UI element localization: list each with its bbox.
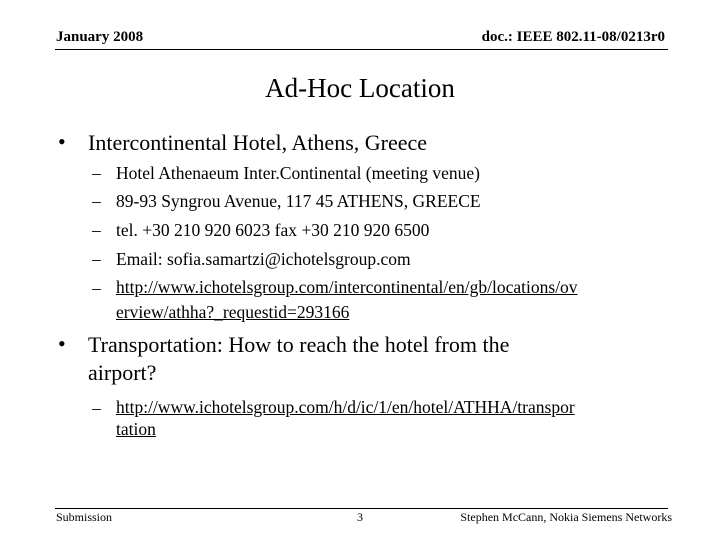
bullet-marker: • xyxy=(58,331,66,356)
sub-marker: – xyxy=(92,163,101,183)
header-divider xyxy=(55,49,668,50)
header-date: January 2008 xyxy=(56,29,144,45)
transportation-link[interactable]: http://www.ichotelsgroup.com/h/d/ic/1/en/hotel/ATHHA/transpor xyxy=(116,397,575,417)
sub-venue: Hotel Athenaeum Inter.Continental (meeting venue) xyxy=(116,163,480,183)
sub-marker: – xyxy=(92,220,101,240)
footer-divider xyxy=(55,508,668,509)
hotel-location-link-cont[interactable]: erview/athha?_requestid=293166 xyxy=(116,302,350,322)
bullet-marker: • xyxy=(58,129,66,154)
header-doc-id: doc.: IEEE 802.11-08/0213r0 xyxy=(481,29,665,45)
sub-marker: – xyxy=(92,398,101,418)
sub-marker: – xyxy=(92,278,101,298)
bullet-transportation: Transportation: How to reach the hotel from the xyxy=(88,332,510,357)
sub-marker: – xyxy=(92,249,101,269)
bullet-hotel: Intercontinental Hotel, Athens, Greece xyxy=(88,130,428,155)
hotel-location-link[interactable]: http://www.ichotelsgroup.com/intercontinental/en/gb/locations/ov xyxy=(116,277,578,297)
sub-address: 89-93 Syngrou Avenue, 117 45 ATHENS, GREECE xyxy=(116,191,481,211)
footer-submission: Submission xyxy=(56,510,113,524)
sub-marker: – xyxy=(92,191,101,211)
bullet-transportation-cont: airport? xyxy=(88,360,157,385)
slide-title: Ad-Hoc Location xyxy=(265,73,455,103)
transportation-link-cont[interactable]: tation xyxy=(116,419,156,439)
sub-email: Email: sofia.samartzi@ichotelsgroup.com xyxy=(116,249,411,269)
footer-author: Stephen McCann, Nokia Siemens Networks xyxy=(460,510,672,524)
page-number: 3 xyxy=(357,510,363,524)
sub-phone-fax: tel. +30 210 920 6023 fax +30 210 920 6500 xyxy=(116,220,430,240)
